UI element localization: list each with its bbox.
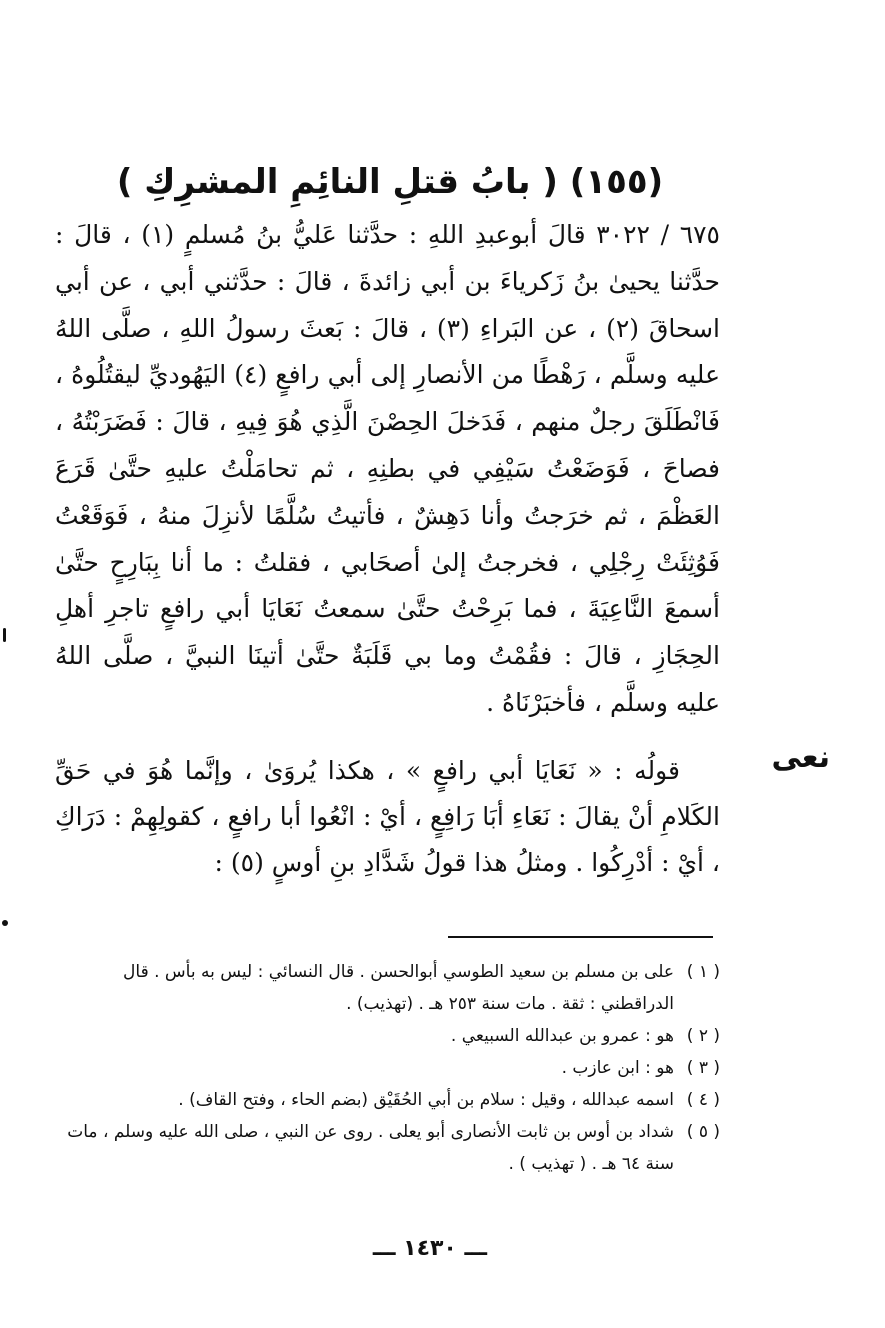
scan-speck [3,628,6,642]
scan-speck [2,920,8,926]
footnote-divider [448,936,713,938]
footnote-number: ( ٥ ) [686,1122,720,1142]
footnote-item [55,1116,720,1180]
footnote-item [55,956,720,1020]
footnote-item [55,1052,720,1084]
footnote-text: هو : ابن عازب . [561,1058,674,1078]
footnotes-list [55,956,720,1180]
footnote-number: ( ٢ ) [686,1026,720,1046]
footnote-number: ( ٤ ) [686,1090,720,1110]
commentary-body [55,748,720,886]
footnote-item [55,1084,720,1116]
footnote-text: على بن مسلم بن سعيد الطوسي أبوالحسن . قال النسائي : ليس به بأس . قال الدراقطني : ثقة . مات سنة ٢٥٣ هـ . (تهذيب) . [123,962,674,1014]
footnote-text: هو : عمرو بن عبدالله السبيعي . [450,1026,674,1046]
footnote-number: ( ٣ ) [686,1058,720,1078]
footnote-text: شداد بن أوس بن ثابت الأنصارى أبو يعلى . روى عن النبي ، صلى الله عليه وسلم ، مات سنة ٦٤ هـ . ( تهذيب ) . [67,1122,674,1174]
footnote-item [55,1020,720,1052]
hadith-text: ٦٧٥ / ٣٠٢٢ قالَ أبوعبدِ اللهِ : حدَّثنا عَليُّ بنُ مُسلمٍ (١) ، قالَ : حدَّثنا يحيىٰ بنُ زَكرياءَ بن أبي زائدةَ ، قالَ : حدَّثني أبي ، عن أبي اسحاقَ (٢) ، عن البَراءِ (٣) ، قالَ : بَعثَ رسولُ اللهِ ، صلَّى اللهُ عليه وسلَّم ، رَهْطًا من الأنصارِ إلى أبي رافعٍ (٤) اليَهُوديِّ ليقتُلُوهُ ، فَانْطَلَقَ رجلٌ منهم ، فَدَخلَ الحِصْنَ الَّذِي هُوَ فِيهِ ، قالَ : فَضَرَبْتُهُ ، فصاحَ ، فَوَضَعْتُ سَيْفِي في بطنِهِ ، ثم تحامَلْتُ عليهِ حتَّىٰ قَرَعَ العَظْمَ ، ثم خرَجتُ وأنا دَهِشٌ ، فأتيتُ سُلَّمًا لأنزِلَ منهُ ، فَوَقَعْتُ فَوُثِئَتْ رِجْلِي ، فخرجتُ إلىٰ أصحَابي ، فقلتُ : ما أنا بِبَارِحٍ حتَّىٰ أسمعَ النَّاعِيَةَ ، فما بَرِحْتُ حتَّىٰ سمعتُ نَعَايَا أبي رافعٍ تاجرِ أهلِ الحِجَازِ ، قالَ : فقُمْتُ وما بي قَلَبَةٌ حتَّىٰ أتينَا النبيَّ ، صلَّى اللهُ عليه وسلَّم ، فأخبَرْنَاهُ . [55,220,720,717]
footnote-number: ( ١ ) [686,962,720,982]
footnote-text: اسمه عبدالله ، وقيل : سلام بن أبي الحُقَيْق (بضم الحاء ، وفتح القاف) . [178,1090,674,1110]
chapter-title: (١٥٥) ( بابُ قتلِ النائِمِ المشرِكِ ) [116,162,664,202]
page-number: ـــ ١٤٣٠ ـــ [372,1236,488,1261]
hadith-body [55,212,720,727]
commentary-text: قولُه : « نَعَايَا أبي رافعٍ » ، هكذا يُروَىٰ ، وإنَّما هُوَ في حَقِّ الكَلامِ أنْ يقالَ : نَعَاءِ أبَا رَافِعٍ ، أيْ : انْعُوا أبا رافعٍ ، كقولِهِمْ : دَرَاكِ ، أيْ : أدْرِكُوا . ومثلُ هذا قولُ شَدَّادِ بنِ أوسٍ (٥) : [55,756,720,877]
margin-keyword: نعى [771,740,830,775]
